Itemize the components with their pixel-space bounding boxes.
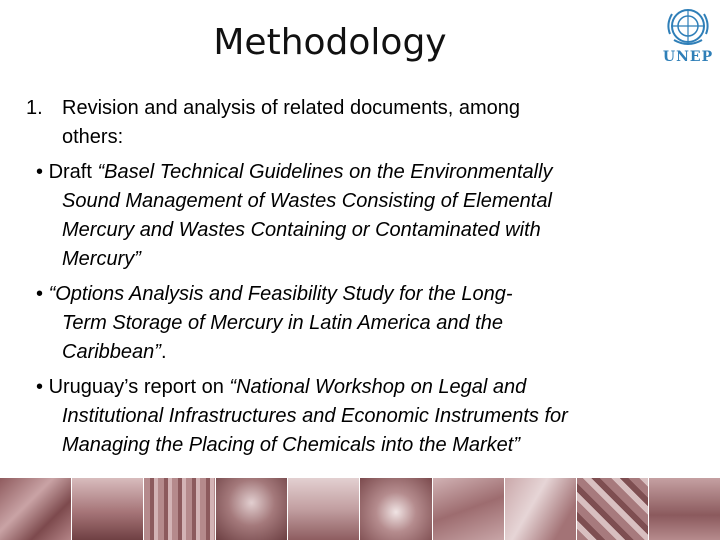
bullet-item-1 [36,158,696,274]
bullet-plain-prefix: Uruguay’s report on [48,376,230,398]
un-emblem-icon [660,4,716,50]
footer-photo-strip [0,478,720,540]
footer-photo [144,478,216,540]
footer-photo [577,478,649,540]
footer-photo [0,478,72,540]
footer-photo [216,478,288,540]
logo-text: UNEP [662,49,714,65]
item-text-line1: Revision and analysis of related documents, among [62,97,521,119]
bullet-italic-line: “Basel Technical Guidelines on the Environmentally [97,161,553,183]
footer-photo [288,478,360,540]
item-number: 1. [26,97,43,119]
footer-photo [72,478,144,540]
bullet-italic-line: Term Storage of Mercury in Latin America and the [62,312,503,334]
footer-photo [649,478,720,540]
bullet-item-3 [36,373,696,460]
bullet-italic-line: Managing the Placing of Chemicals into the Market” [62,434,521,456]
item-text-line2: others: [62,126,124,148]
bullet-italic-line: Institutional Infrastructures and Economic Instruments for [62,405,568,427]
slide-body [26,94,696,460]
bullet-symbol: • [36,376,44,398]
footer-photo [505,478,577,540]
bullet-plain-suffix: . [160,341,167,363]
bullet-item-2 [36,280,696,367]
unep-logo [660,4,716,70]
bullet-italic-line: “Options Analysis and Feasibility Study for the Long- [48,283,513,305]
bullet-plain-prefix: Draft [48,161,98,183]
bullet-italic-line: “National Workshop on Legal and [229,376,527,398]
bullet-italic-line: Mercury” [62,248,141,270]
list-item-1 [26,94,696,152]
footer-photo [433,478,505,540]
bullet-italic-line: Mercury and Wastes Containing or Contaminated with [62,219,541,241]
bullet-italic-line: Caribbean” [62,341,161,363]
bullet-symbol: • [36,161,44,183]
bullet-italic-line: Sound Management of Wastes Consisting of Elemental [62,190,552,212]
footer-photo [360,478,432,540]
slide-title: Methodology [213,22,447,63]
bullet-symbol: • [36,283,44,305]
